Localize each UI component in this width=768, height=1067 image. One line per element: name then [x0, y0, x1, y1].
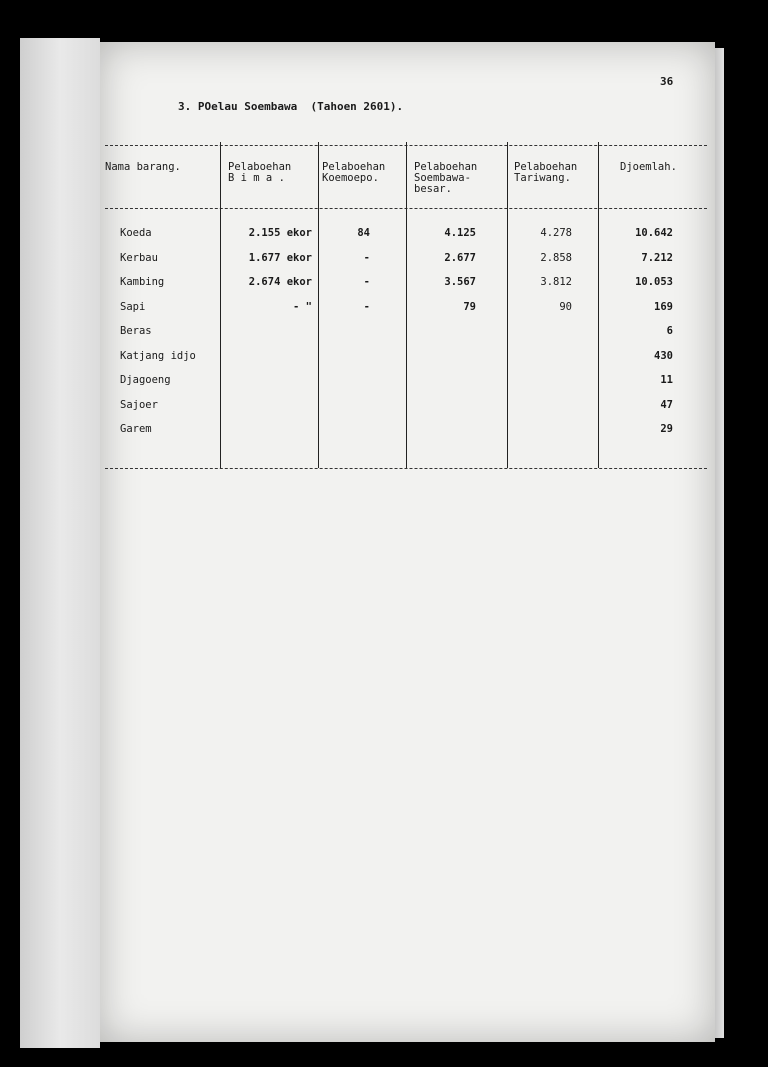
- table-cell-name: Garem: [120, 423, 152, 435]
- table-cell-total: 29: [660, 423, 673, 435]
- table-cell-koemoepo: -: [363, 251, 370, 264]
- column-header: Pelaboehan: [414, 161, 478, 173]
- table-cell-koemoepo: 84: [357, 227, 370, 239]
- column-header: Soembawa-: [414, 172, 471, 184]
- column-header: besar.: [414, 183, 452, 195]
- column-header: Pelaboehan: [322, 161, 386, 173]
- table-cell-koemoepo: -: [363, 300, 370, 313]
- column-divider: [406, 142, 407, 468]
- table-cell-koemoepo: -: [363, 276, 370, 288]
- document-page: [100, 42, 715, 1042]
- column-header: Nama barang.: [105, 161, 181, 173]
- column-divider: [220, 142, 221, 468]
- column-header: B i m a .: [228, 172, 285, 184]
- table-cell-name: Sapi: [120, 300, 146, 313]
- column-header: Pelaboehan: [228, 161, 292, 173]
- table-cell-total: 11: [660, 374, 673, 386]
- table-cell-bima: 2.674 ekor: [248, 276, 312, 288]
- table-cell-soembawa: 79: [463, 300, 476, 313]
- table-cell-tariwang: 4.278: [540, 227, 572, 239]
- table-cell-name: Beras: [120, 325, 152, 337]
- table-cell-tariwang: 90: [559, 300, 572, 313]
- table-cell-total: 7.212: [641, 251, 673, 264]
- column-divider: [598, 142, 599, 468]
- table-cell-total: 47: [660, 398, 673, 411]
- table-cell-tariwang: 2.858: [540, 251, 572, 264]
- column-header: Tariwang.: [514, 172, 571, 184]
- adjacent-page-edge: [20, 38, 100, 1048]
- table-cell-bima: 2.155 ekor: [248, 227, 312, 239]
- table-cell-name: Djagoeng: [120, 374, 171, 386]
- table-cell-total: 10.642: [635, 227, 673, 239]
- column-divider: [507, 142, 508, 468]
- table-cell-soembawa: 3.567: [444, 276, 476, 288]
- table-cell-total: 6: [666, 325, 673, 337]
- table-cell-total: 430: [654, 349, 673, 362]
- table-cell-bima: - ": [293, 300, 312, 313]
- page-title: 3. POelau Soembawa (Tahoen 2601).: [178, 100, 404, 113]
- table-cell-name: Koeda: [120, 227, 152, 239]
- table-cell-soembawa: 2.677: [444, 251, 476, 264]
- table-cell-tariwang: 3.812: [540, 276, 572, 288]
- table-cell-name: Kerbau: [120, 251, 158, 264]
- column-divider: [318, 142, 319, 468]
- table-cell-total: 169: [654, 300, 673, 313]
- column-header: Koemoepo.: [322, 172, 379, 184]
- table-cell-name: Kambing: [120, 276, 165, 288]
- table-bottom-rule: [105, 468, 707, 469]
- table-cell-soembawa: 4.125: [444, 227, 476, 239]
- table-cell-name: Katjang idjo: [120, 349, 196, 362]
- column-header: Pelaboehan: [514, 161, 578, 173]
- table-cell-total: 10.053: [635, 276, 673, 288]
- table-cell-name: Sajoer: [120, 398, 158, 411]
- page-number: 36: [660, 75, 674, 88]
- column-header: Djoemlah.: [620, 161, 677, 173]
- table-cell-bima: 1.677 ekor: [248, 251, 312, 264]
